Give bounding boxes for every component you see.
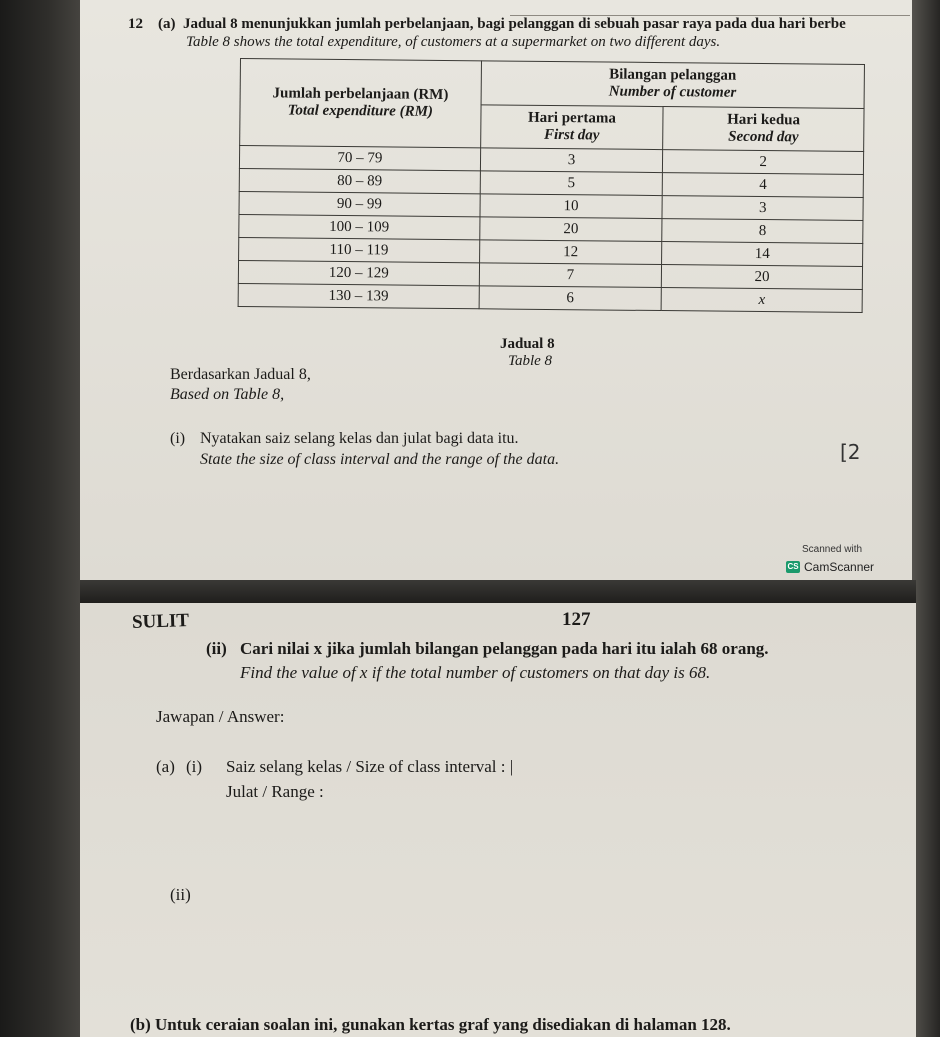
header-day2-ms: Hari kedua	[727, 111, 801, 129]
header-day1-en: First day	[543, 126, 600, 144]
cell-range: 100 – 109	[239, 214, 480, 239]
based-on-en: Based on Table 8,	[170, 386, 285, 403]
header-day2-en: Second day	[728, 128, 799, 146]
sulit-label: SULIT	[131, 610, 190, 633]
answer-i-number: (i)	[186, 757, 203, 776]
cell-day2: 2	[663, 150, 864, 175]
scanned-with-label: Scanned with	[802, 544, 863, 555]
subquestion-i-en: State the size of class interval and the range of the data.	[200, 451, 560, 468]
cell-day1: 7	[479, 263, 662, 288]
answer-part-a: (a)	[156, 757, 175, 776]
intro-malay: Jadual 8 menunjukkan jumlah perbelanjaan, bagi pelanggan di sebuah pasar raya pada dua hari berbe	[183, 16, 846, 32]
handwritten-mark: [2	[840, 440, 861, 464]
cell-range: 120 – 129	[238, 260, 479, 285]
expenditure-table	[238, 58, 865, 313]
cell-range: 80 – 89	[239, 168, 480, 193]
cell-day1: 12	[479, 240, 662, 265]
cell-day2: 14	[662, 242, 863, 267]
table-row	[238, 283, 862, 312]
cell-range: 110 – 119	[239, 237, 480, 262]
cell-day1: 5	[480, 171, 663, 196]
cell-day2: 3	[662, 196, 863, 221]
answer-label: Jawapan / Answer:	[156, 707, 285, 726]
camscanner-icon: CS	[787, 562, 799, 571]
header-expenditure-en: Total expenditure (RM)	[287, 102, 434, 120]
part-b-text: (b) Untuk ceraian soalan ini, gunakan kertas graf yang disediakan di halaman 128.	[130, 1015, 731, 1034]
cell-day2: 20	[662, 265, 863, 290]
camscanner-watermark	[786, 560, 874, 574]
cell-day2: 4	[663, 173, 864, 198]
page-gap	[80, 580, 916, 603]
subquestion-ii-number: (ii)	[206, 639, 227, 658]
scanned-page-top	[80, 0, 912, 580]
cell-day2: 8	[662, 219, 863, 244]
cell-day1: 20	[479, 217, 662, 242]
subquestion-ii-en: Find the value of x if the total number of customers on that day is 68.	[240, 663, 711, 682]
subquestion-ii-ms: Cari nilai x jika jumlah bilangan pelanggan pada hari itu ialah 68 orang.	[240, 639, 769, 658]
cell-range: 130 – 139	[238, 283, 479, 308]
left-dark-border	[0, 0, 80, 1037]
cell-day1: 3	[480, 148, 663, 173]
cell-range: 90 – 99	[239, 191, 480, 216]
header-expenditure	[240, 59, 481, 148]
answer-class-interval: Saiz selang kelas / Size of class interval : |	[226, 757, 514, 776]
question-part-a: (a)	[158, 16, 176, 32]
header-first-day	[480, 104, 663, 149]
answer-range: Julat / Range :	[226, 782, 324, 801]
subquestion-i-ms: Nyatakan saiz selang kelas dan julat bagi data itu.	[200, 430, 519, 447]
header-day1-ms: Hari pertama	[527, 109, 616, 127]
header-second-day	[663, 106, 864, 151]
table-caption-ms: Jadual 8	[500, 336, 555, 352]
cell-day1: 6	[479, 286, 662, 311]
header-number-of-customer	[481, 61, 865, 108]
right-dark-border	[912, 0, 940, 1037]
header-group-ms: Bilangan pelanggan	[609, 66, 737, 85]
cell-range: 70 – 79	[239, 146, 480, 171]
scanned-page-bottom	[80, 603, 916, 1037]
based-on-ms: Berdasarkan Jadual 8,	[170, 366, 311, 383]
cell-day1: 10	[480, 194, 663, 219]
cell-day2: x	[661, 288, 862, 313]
subquestion-i-number: (i)	[170, 430, 186, 447]
table-caption-en: Table 8	[508, 353, 553, 369]
header-group-en: Number of customer	[608, 83, 737, 102]
camscanner-label: CamScanner	[804, 560, 875, 574]
intro-english: Table 8 shows the total expenditure, of customers at a supermarket on two different days.	[186, 34, 721, 50]
header-expenditure-ms: Jumlah perbelanjaan (RM)	[272, 85, 449, 104]
answer-ii-number: (ii)	[170, 885, 191, 904]
question-number: 12	[128, 16, 143, 32]
page-number: 127	[562, 609, 591, 630]
